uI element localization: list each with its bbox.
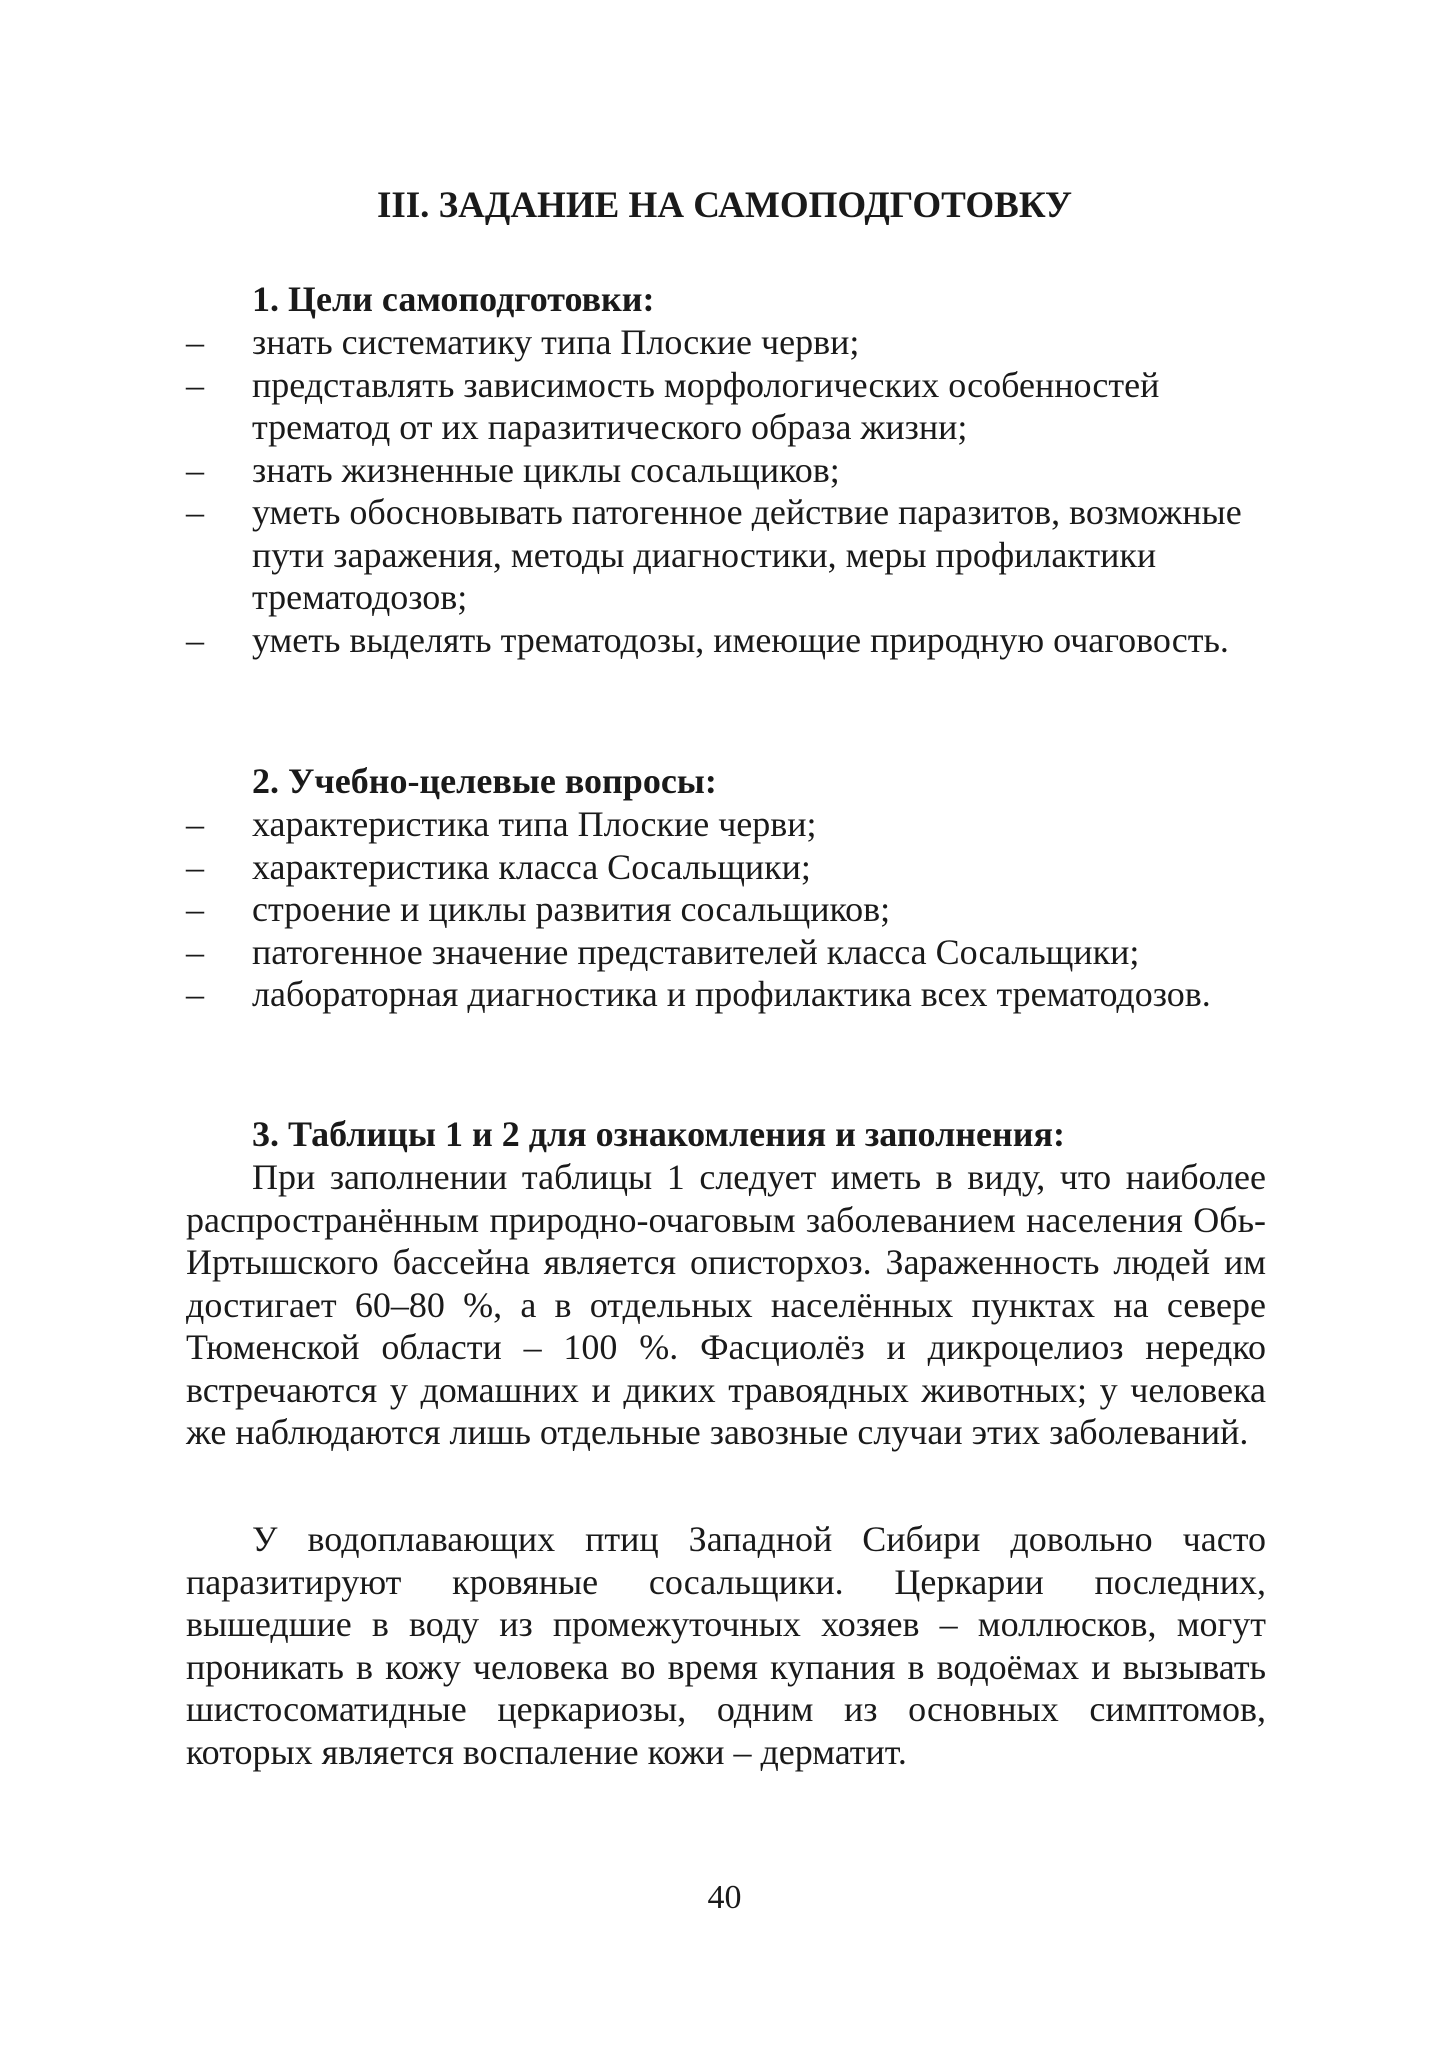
page-number: 40 bbox=[707, 1879, 742, 1916]
list-item-text: патогенное значение представителей класса Сосальщики; bbox=[252, 931, 1140, 972]
page-title: III. ЗАДАНИЕ НА САМОПОДГОТОВКУ bbox=[376, 185, 1073, 226]
section-2-heading: 2. Учебно-целевые вопросы: bbox=[252, 761, 717, 801]
list-item-text: лабораторная диагностика и профилактика всех трематодозов. bbox=[252, 974, 1211, 1014]
list-item-text: характеристика класса Сосальщики; bbox=[252, 846, 811, 887]
list-item-text: знать жизненные циклы сосальщиков; bbox=[252, 449, 840, 490]
list-dash: – bbox=[186, 619, 204, 660]
list-item bbox=[0, 619, 1254, 662]
list-dash: – bbox=[186, 322, 204, 362]
list-item bbox=[0, 973, 1254, 1016]
list-dash: – bbox=[186, 974, 204, 1014]
list-item-text: строение и циклы развития сосальщиков; bbox=[252, 889, 891, 929]
list-item-text: уметь выделять трематодозы, имеющие природную очаговость. bbox=[252, 619, 1229, 660]
list-item bbox=[0, 803, 1254, 846]
section-1-heading: 1. Цели самоподготовки: bbox=[252, 279, 655, 319]
list-dash: – bbox=[186, 364, 204, 405]
body-paragraph: У водоплавающих птиц Западной Сибири довольно часто паразитируют кровяные сосальщики. Церкарии последних, вышедшие в воду из промежуточных хозяев – моллюсков, могут проникать в кожу человека во время купания в водоёмах и вызывать шистосоматидные церкариозы, одним из основных симптомов, которых является воспаление кожи – дерматит. bbox=[186, 1519, 1266, 1772]
list-dash: – bbox=[186, 889, 204, 929]
list-dash: – bbox=[186, 449, 204, 490]
list-item bbox=[0, 491, 1254, 619]
list-item bbox=[0, 449, 1254, 492]
body-paragraph: При заполнении таблицы 1 следует иметь в виду, что наиболее распространённым природно-очаговым заболеванием населения Обь-Иртышского бассейна является описторхоз. Зараженность людей им достигает 60–80 %, а в отдельных населённых пунктах на севере Тюменской области – 100 %. Фасциолёз и дикроцелиоз нередко встречаются у домашних и диких травоядных животных; у человека же наблюдаются лишь отдельные завозные случаи этих заболеваний. bbox=[186, 1157, 1266, 1452]
list-dash: – bbox=[186, 931, 204, 972]
list-dash: – bbox=[186, 846, 204, 887]
section-3-heading: 3. Таблицы 1 и 2 для ознакомления и заполнения: bbox=[252, 1114, 1065, 1154]
list-item bbox=[0, 846, 1254, 889]
list-dash: – bbox=[186, 804, 204, 844]
list-item bbox=[0, 888, 1254, 931]
list-item-text: уметь обосновывать патогенное действие паразитов, возможные пути заражения, методы диагностики, меры профилактики трематодозов; bbox=[252, 492, 1242, 617]
list-item-text: знать систематику типа Плоские черви; bbox=[252, 322, 860, 362]
list-dash: – bbox=[186, 492, 204, 532]
list-item bbox=[0, 931, 1254, 974]
list-item bbox=[0, 364, 1254, 449]
list-item-text: представлять зависимость морфологических особенностей трематод от их паразитического образа жизни; bbox=[252, 364, 1160, 447]
list-item bbox=[0, 321, 1254, 364]
section-1-list bbox=[0, 321, 1449, 661]
section-2-list bbox=[0, 803, 1449, 1016]
list-item-text: характеристика типа Плоские черви; bbox=[252, 804, 817, 844]
